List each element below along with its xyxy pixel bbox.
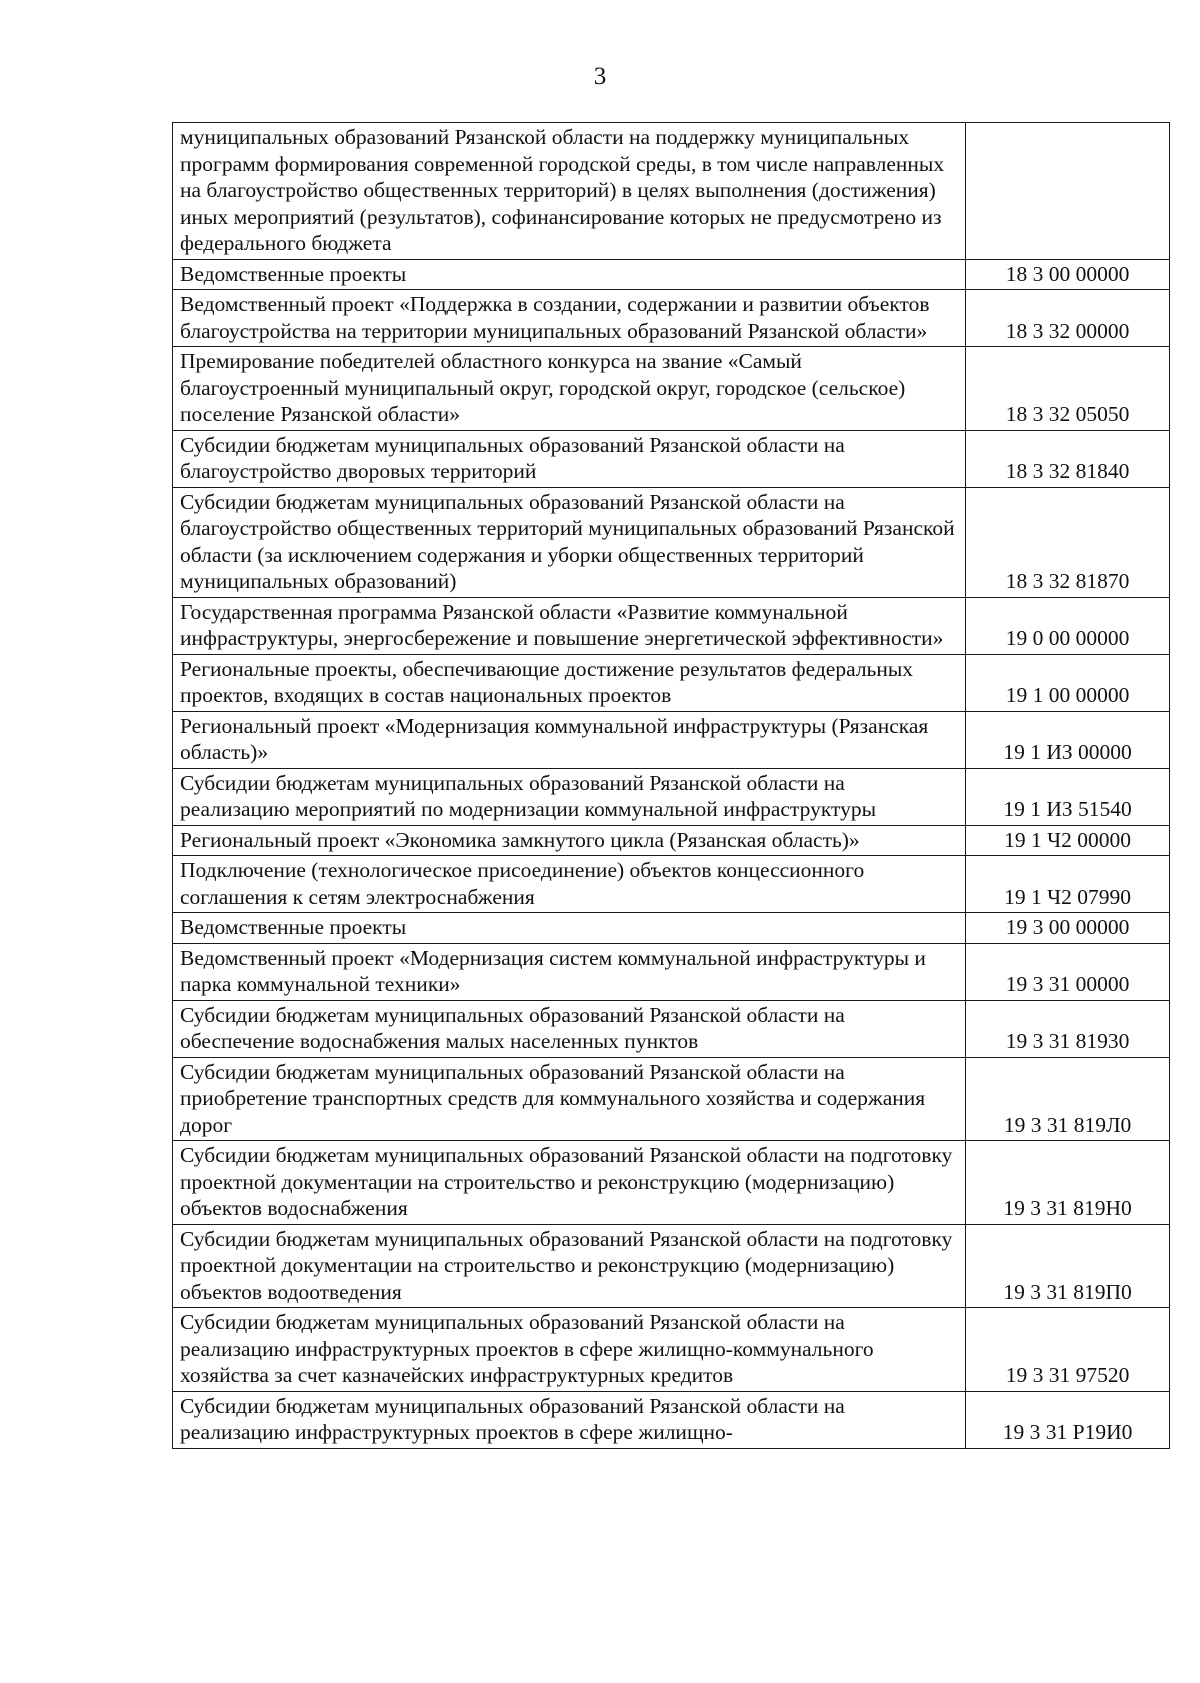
page-number: 3 [593, 63, 607, 90]
table-row [173, 347, 1170, 431]
row-description: Ведомственный проект «Модернизация систем коммунальной инфраструктуры и парка коммунальной техники» [173, 943, 966, 1000]
table-row [173, 1391, 1170, 1448]
row-description: Ведомственные проекты [173, 913, 966, 944]
row-code: 19 3 31 81930 [966, 1000, 1170, 1057]
row-description: Субсидии бюджетам муниципальных образований Рязанской области на подготовку проектной документации на строительство и реконструкцию (модернизацию) объектов водоснабжения [173, 1141, 966, 1225]
table-row [173, 259, 1170, 290]
budget-classification-table [172, 122, 1170, 1449]
table-row [173, 825, 1170, 856]
row-description: Подключение (технологическое присоединение) объектов концессионного соглашения к сетям электроснабжения [173, 856, 966, 913]
table-row [173, 487, 1170, 597]
table-row [173, 430, 1170, 487]
row-description: Региональный проект «Экономика замкнутого цикла (Рязанская область)» [173, 825, 966, 856]
row-code: 18 3 32 81840 [966, 430, 1170, 487]
table-row [173, 943, 1170, 1000]
table-row [173, 1308, 1170, 1392]
row-code: 19 3 31 819Л0 [966, 1057, 1170, 1141]
row-code: 19 3 31 819Н0 [966, 1141, 1170, 1225]
row-description: Субсидии бюджетам муниципальных образований Рязанской области на реализацию инфраструктурных проектов в сфере жилищно- [173, 1391, 966, 1448]
table-row [173, 1141, 1170, 1225]
row-code: 19 1 ИЗ 51540 [966, 768, 1170, 825]
row-description: Государственная программа Рязанской области «Развитие коммунальной инфраструктуры, энергосбережение и повышение энергетической эффективности» [173, 597, 966, 654]
table-row [173, 768, 1170, 825]
row-code: 19 3 00 00000 [966, 913, 1170, 944]
row-code: 19 3 31 97520 [966, 1308, 1170, 1392]
row-description: Региональный проект «Модернизация коммунальной инфраструктуры (Рязанская область)» [173, 711, 966, 768]
row-description: Ведомственный проект «Поддержка в создании, содержании и развитии объектов благоустройства на территории муниципальных образований Рязанской области» [173, 290, 966, 347]
row-description: Субсидии бюджетам муниципальных образований Рязанской области на благоустройство дворовых территорий [173, 430, 966, 487]
row-description: Субсидии бюджетам муниципальных образований Рязанской области на реализацию инфраструктурных проектов в сфере жилищно-коммунального хозяйства за счет казначейских инфраструктурных кредитов [173, 1308, 966, 1392]
row-description: Субсидии бюджетам муниципальных образований Рязанской области на подготовку проектной документации на строительство и реконструкцию (модернизацию) объектов водоотведения [173, 1224, 966, 1308]
row-code: 19 1 ИЗ 00000 [966, 711, 1170, 768]
row-code: 19 1 Ч2 00000 [966, 825, 1170, 856]
row-description: Субсидии бюджетам муниципальных образований Рязанской области на благоустройство общественных территорий муниципальных образований Рязанской области (за исключением содержания и уборки общественных территорий муниципальных образований) [173, 487, 966, 597]
row-code: 19 1 00 00000 [966, 654, 1170, 711]
table-row [173, 1224, 1170, 1308]
row-description: Ведомственные проекты [173, 259, 966, 290]
row-code: 18 3 32 81870 [966, 487, 1170, 597]
row-description: Премирование победителей областного конкурса на звание «Самый благоустроенный муниципальный округ, городской округ, городское (сельское) поселение Рязанской области» [173, 347, 966, 431]
row-code: 19 0 00 00000 [966, 597, 1170, 654]
row-description: Региональные проекты, обеспечивающие достижение результатов федеральных проектов, входящих в состав национальных проектов [173, 654, 966, 711]
table-row [173, 913, 1170, 944]
table-row [173, 654, 1170, 711]
row-code: 19 3 31 00000 [966, 943, 1170, 1000]
table-row [173, 856, 1170, 913]
table-row [173, 1057, 1170, 1141]
row-description: Субсидии бюджетам муниципальных образований Рязанской области на реализацию мероприятий по модернизации коммунальной инфраструктуры [173, 768, 966, 825]
table-row [173, 123, 1170, 260]
row-code: 18 3 32 05050 [966, 347, 1170, 431]
row-code: 18 3 00 00000 [966, 259, 1170, 290]
table-row [173, 1000, 1170, 1057]
row-description: муниципальных образований Рязанской области на поддержку муниципальных программ формирования современной городской среды, в том числе направленных на благоустройство общественных территорий) в целях выполнения (достижения) иных мероприятий (результатов), софинансирование которых не предусмотрено из федерального бюджета [173, 123, 966, 260]
row-code [966, 123, 1170, 260]
row-description: Субсидии бюджетам муниципальных образований Рязанской области на приобретение транспортных средств для коммунального хозяйства и содержания дорог [173, 1057, 966, 1141]
table-row [173, 290, 1170, 347]
row-description: Субсидии бюджетам муниципальных образований Рязанской области на обеспечение водоснабжения малых населенных пунктов [173, 1000, 966, 1057]
row-code: 18 3 32 00000 [966, 290, 1170, 347]
row-code: 19 3 31 Р19И0 [966, 1391, 1170, 1448]
row-code: 19 1 Ч2 07990 [966, 856, 1170, 913]
table-row [173, 711, 1170, 768]
row-code: 19 3 31 819П0 [966, 1224, 1170, 1308]
table-row [173, 597, 1170, 654]
